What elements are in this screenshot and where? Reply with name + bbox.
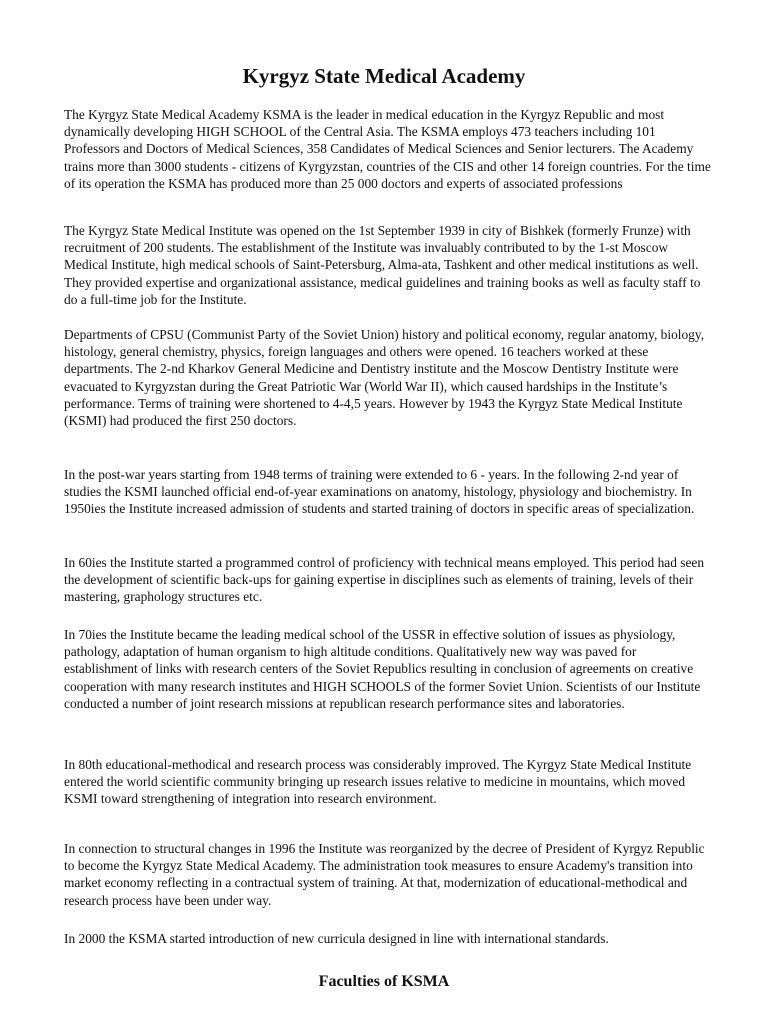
paragraph-founding: The Kyrgyz State Medical Institute was opened on the 1st September 1939 in city of Bishkek (formerly Frunze) with recruitment of 200 students. The establishment of the Institute was invaluably contributed to by the 1-st Moscow Medical Institute, high medical schools of Saint-Petersburg, Alma-ata, Tashkent and other medical institutions as well. They provided expertise and organizational assistance, medical guidelines and training books as well as faculty staff to do a full-time job for the Institute.	[64, 223, 701, 307]
paragraph-2000: In 2000 the KSMA started introduction of new curricula designed in line with international standards.	[64, 931, 609, 946]
paragraph-1996: In connection to structural changes in 1996 the Institute was reorganized by the decree of President of Kyrgyz Republic to become the Kyrgyz State Medical Academy. The administration took measures to ensure Academy's transition into market economy reflecting in a contractual system of training. At that, modernization of educational-methodical and research process have been under way.	[64, 841, 705, 908]
paragraph-80th: In 80th educational-methodical and research process was considerably improved. The Kyrgyz State Medical Institute entered the world scientific community bringing up research issues relative to medicine in mountains, which moved KSMI toward strengthening of integration into research environment.	[64, 757, 692, 807]
section-heading-faculties: Faculties of KSMA	[318, 973, 450, 990]
paragraph-60ies: In 60ies the Institute started a programmed control of proficiency with technical means employed. This period had seen the development of scientific back-ups for gaining expertise in disciplines such as elements of training, levels of their mastering, graphology structures etc.	[64, 555, 705, 605]
paragraph-post-war: In the post-war years starting from 1948 terms of training were extended to 6 - years. In the following 2-nd year of studies the KSMI launched official end-of-year examinations on anatomy, histology, physiology and biochemistry. In 1950ies the Institute increased admission of students and started training of doctors in specific areas of specialization.	[64, 467, 695, 517]
page-title: Kyrgyz State Medical Academy	[242, 64, 526, 88]
paragraph-70ies: In 70ies the Institute became the leading medical school of the USSR in effective solution of issues as physiology, pathology, adaptation of human organism to high altitude conditions. Qualitatively new way was paved for establishment of links with research centers of the Soviet Republics resulting in conclusion of agreements on creative cooperation with many research institutes and HIGH SCHOOLS of the former Soviet Union. Scientists of our Institute conducted a number of joint research missions at republican research performance sites and laboratories.	[64, 627, 701, 711]
paragraph-intro: The Kyrgyz State Medical Academy KSMA is the leader in medical education in the Kyrgyz Republic and most dynamically developing HIGH SCHOOL of the Central Asia. The KSMA employs 473 teachers including 101 Professors and Doctors of Medical Sciences, 358 Candidates of Medical Sciences and Senior lecturers. The Academy trains more than 3000 students - citizens of Kyrgyzstan, countries of the CIS and other 14 foreign countries. For the time of its operation the KSMA has produced more than 25 000 doctors and experts of associated professions	[64, 107, 711, 191]
paragraph-departments: Departments of CPSU (Communist Party of the Soviet Union) history and political economy, regular anatomy, biology, histology, general chemistry, physics, foreign languages and others were opened. 16 teachers worked at these departments. The 2-nd Kharkov General Medicine and Dentistry institute and the Moscow Dentistry Institute were evacuated to Kyrgyzstan during the Great Patriotic War (World War II), which caused hardships in the Institute’s performance. Terms of training were shortened to 4-4,5 years. However by 1943 the Kyrgyz State Medical Institute (KSMI) had produced the first 250 doctors.	[64, 327, 705, 429]
